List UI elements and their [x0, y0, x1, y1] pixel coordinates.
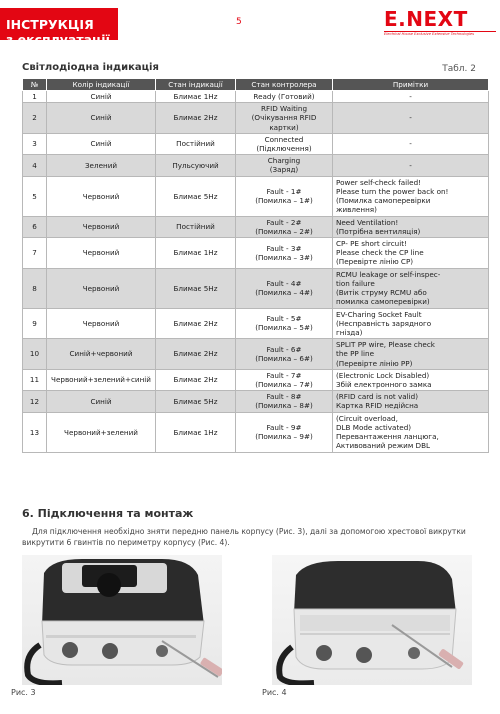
- cell-notes: [333, 103, 489, 134]
- table-reference: Табл. 2: [442, 64, 476, 74]
- cell-number: 8: [23, 268, 47, 308]
- cell-notes-line: RCMU leakage or self-inspec-: [336, 269, 441, 279]
- table-row: [23, 412, 489, 452]
- cell-number: 12: [23, 391, 47, 412]
- cell-controller-line: Fault - 4#: [266, 278, 302, 288]
- cell-state: Постійний: [156, 216, 236, 237]
- cell-state: Блимає 1Hz: [156, 91, 236, 103]
- cell-state: Блимає 2Hz: [156, 103, 236, 134]
- cell-notes-line: Please check the CP line: [336, 248, 424, 258]
- cell-controller-line: Fault - 8#: [266, 392, 302, 402]
- cell-color: Синій+червоний: [47, 339, 156, 370]
- title-line-1: ІНСТРУКЦІЯ: [6, 17, 94, 32]
- cell-color: Червоний: [47, 238, 156, 269]
- cell-controller-line: (Помилка – 3#): [255, 252, 313, 262]
- cell-controller-line: (Помилка – 2#): [255, 226, 313, 236]
- cell-controller: [236, 369, 333, 390]
- cell-color: Червоний+зелений: [47, 412, 156, 452]
- cell-notes-line: CP- PE short circuit!: [336, 239, 407, 249]
- document-title: [6, 17, 110, 47]
- cell-controller-line: Fault - 7#: [266, 370, 302, 380]
- cell-color: Синій: [47, 103, 156, 134]
- section6-text: Для підключення необхідно зняти передню панель корпусу (Рис. 3), далі за допомогою хрестової викрутки викрутити 6 гвинтів по периметру корпусу (Рис. 4).: [22, 527, 466, 547]
- cell-state: Блимає 5Hz: [156, 391, 236, 412]
- cell-notes-line: tion failure: [336, 278, 375, 288]
- cell-notes-line: Активований режим DBL: [336, 441, 431, 451]
- cell-state: Блимає 5Hz: [156, 268, 236, 308]
- cell-color: Зелений: [47, 155, 156, 176]
- cell-notes-line: the PP line: [336, 349, 375, 359]
- cell-controller-line: (Помилка – 5#): [255, 323, 313, 333]
- cell-notes-line: SPLIT PP wire, Please check: [336, 340, 435, 350]
- table-row: [23, 268, 489, 308]
- cell-state: Блимає 1Hz: [156, 412, 236, 452]
- table-row: [23, 369, 489, 390]
- cell-number: 9: [23, 308, 47, 339]
- cell-notes: [333, 176, 489, 216]
- cell-controller: [236, 391, 333, 412]
- table-row: [23, 238, 489, 269]
- table-row: [23, 216, 489, 237]
- cell-notes: [333, 133, 489, 154]
- cell-controller-line: Fault - 5#: [266, 314, 302, 324]
- cell-number: 4: [23, 155, 47, 176]
- cell-notes: [333, 308, 489, 339]
- cell-controller-line: Ready (Готовий): [253, 92, 315, 101]
- cell-controller-line: (Помилка – 6#): [255, 354, 313, 364]
- cell-color: Червоний+зелений+синій: [47, 369, 156, 390]
- header-notes: Примітки: [333, 79, 489, 91]
- cell-state: Постійний: [156, 133, 236, 154]
- table-body: [23, 91, 489, 453]
- cell-number: 13: [23, 412, 47, 452]
- cell-controller-line: (Заряд): [269, 165, 299, 175]
- header-banner: [0, 8, 118, 47]
- brand-logo: [384, 8, 496, 40]
- figure-3-image: [22, 555, 222, 685]
- header-controller: Стан контролера: [236, 79, 333, 91]
- cell-color: Червоний: [47, 308, 156, 339]
- cell-notes-line: (Потрібна вентиляція): [336, 226, 421, 236]
- cell-controller-line: Charging: [267, 156, 301, 166]
- cell-notes: [333, 216, 489, 237]
- cell-notes-line: -: [409, 113, 412, 123]
- cell-notes-line: EV-Charing Socket Fault: [336, 309, 422, 319]
- cell-controller-line: (Помилка – 7#): [255, 380, 313, 390]
- cell-number: 7: [23, 238, 47, 269]
- cell-notes-line: (Помилка самоперевірки: [336, 196, 431, 206]
- cell-controller-line: Fault - 2#: [266, 217, 302, 227]
- led-indication-table: [22, 78, 489, 453]
- header-number: №: [23, 79, 47, 91]
- cell-controller: [236, 339, 333, 370]
- cell-notes-line: (RFID card is not valid): [336, 392, 419, 402]
- cell-controller-line: (Помилка – 9#): [255, 432, 313, 442]
- cell-notes-line: (Electronic Lock Disabled): [336, 370, 430, 380]
- header-color: Колір індикації: [47, 79, 156, 91]
- cell-controller: [236, 268, 333, 308]
- cell-controller: [236, 216, 333, 237]
- title-line-2: з експлуатації: [6, 32, 110, 47]
- cell-notes-line: Please turn the power back on!: [336, 186, 449, 196]
- cell-number: 2: [23, 103, 47, 134]
- cell-controller: [236, 155, 333, 176]
- cell-state: Блимає 1Hz: [156, 238, 236, 269]
- table-row: [23, 308, 489, 339]
- cell-notes-line: (Несправність зарядного: [336, 318, 432, 328]
- table-row: [23, 133, 489, 154]
- cell-controller-line: Fault - 9#: [266, 422, 302, 432]
- table-row: [23, 103, 489, 134]
- cell-notes-line: живлення): [336, 205, 377, 215]
- cell-color: Червоний: [47, 176, 156, 216]
- cell-notes: [333, 238, 489, 269]
- cell-notes-line: DLB Mode activated): [336, 422, 412, 432]
- cell-state: Пульсуючий: [156, 155, 236, 176]
- cell-controller-line: Connected: [264, 134, 304, 144]
- table-row: [23, 391, 489, 412]
- cell-notes: [333, 155, 489, 176]
- cell-state: Блимає 5Hz: [156, 176, 236, 216]
- cell-state: Блимає 2Hz: [156, 339, 236, 370]
- cell-controller-line: (Підключення): [256, 144, 312, 154]
- header-state: Стан індикації: [156, 79, 236, 91]
- figure-4-image: [272, 555, 472, 685]
- cell-controller-line: Fault - 3#: [266, 243, 302, 253]
- cell-state: Блимає 2Hz: [156, 308, 236, 339]
- cell-number: 1: [23, 91, 47, 103]
- cell-notes: [333, 339, 489, 370]
- cell-notes-line: Перевантаження ланцюга,: [336, 432, 439, 442]
- figure-3-caption: Рис. 3: [11, 688, 36, 697]
- cell-controller: [236, 176, 333, 216]
- cell-notes-line: -: [409, 139, 412, 149]
- cell-controller-line: RFID Waiting: [260, 104, 308, 114]
- cell-number: 11: [23, 369, 47, 390]
- cell-state: Блимає 2Hz: [156, 369, 236, 390]
- table-row: [23, 339, 489, 370]
- cell-controller: [236, 238, 333, 269]
- cell-number: 5: [23, 176, 47, 216]
- cell-controller-line: Fault - 1#: [266, 186, 302, 196]
- cell-controller-line: Fault - 6#: [266, 344, 302, 354]
- cell-number: 10: [23, 339, 47, 370]
- cell-number: 3: [23, 133, 47, 154]
- cell-color: Синій: [47, 91, 156, 103]
- cell-controller: [236, 103, 333, 134]
- logo-tagline: Electrical House Exclusive Extensive Technologies: [384, 32, 474, 36]
- cell-controller: [236, 133, 333, 154]
- cell-controller-line: (Очікування RFID: [251, 113, 317, 123]
- cell-controller-line: (Помилка – 4#): [255, 288, 313, 298]
- table-row: [23, 176, 489, 216]
- cell-controller-line: картки): [269, 122, 299, 132]
- cell-color: Червоний: [47, 268, 156, 308]
- cell-color: Синій: [47, 391, 156, 412]
- cell-notes-line: (Circuit overload,: [336, 413, 398, 423]
- logo-wordmark: E.NEXT: [384, 7, 468, 31]
- table-header-row: [23, 79, 489, 91]
- section6-title: 6. Підключення та монтаж: [22, 507, 194, 520]
- cell-notes-line: (Перевірте лінію CP): [336, 257, 414, 267]
- cell-notes: [333, 369, 489, 390]
- cell-notes-line: -: [409, 92, 412, 101]
- cell-notes-line: (Перевірте лінію PP): [336, 358, 413, 368]
- cell-notes-line: -: [409, 160, 412, 170]
- cell-notes: [333, 91, 489, 103]
- cell-notes-line: Need Ventilation!: [336, 217, 399, 227]
- figure-4-caption: Рис. 4: [262, 688, 287, 697]
- cell-notes-line: Power self-check failed!: [336, 177, 422, 187]
- cell-controller-line: (Помилка – 1#): [255, 196, 313, 206]
- cell-controller: [236, 91, 333, 103]
- cell-notes-line: Збій електронного замка: [336, 380, 432, 390]
- table-row: [23, 91, 489, 103]
- cell-controller: [236, 308, 333, 339]
- cell-controller-line: (Помилка – 8#): [255, 401, 313, 411]
- cell-notes-line: помилка самоперевірки): [336, 297, 430, 307]
- cell-number: 6: [23, 216, 47, 237]
- section-title: Світлодіодна індикація: [22, 62, 159, 73]
- cell-controller: [236, 412, 333, 452]
- table-row: [23, 155, 489, 176]
- cell-notes-line: (Витік струму RCMU або: [336, 288, 427, 298]
- cell-color: Синій: [47, 133, 156, 154]
- cell-notes-line: Картка RFID недійсна: [336, 401, 419, 411]
- cell-color: Червоний: [47, 216, 156, 237]
- cell-notes-line: гнізда): [336, 328, 363, 338]
- cell-notes: [333, 391, 489, 412]
- page-number: 5: [236, 17, 242, 27]
- cell-notes: [333, 412, 489, 452]
- cell-notes: [333, 268, 489, 308]
